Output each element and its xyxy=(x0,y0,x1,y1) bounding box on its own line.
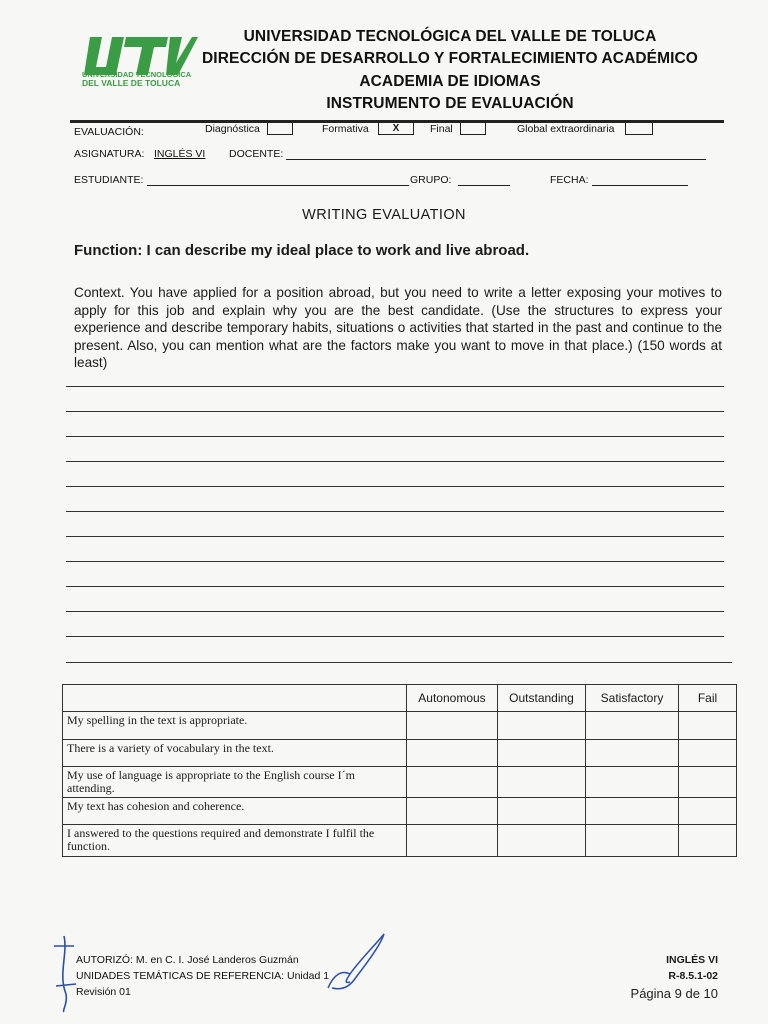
footer-autorizo: AUTORIZÓ: M. en C. I. José Landeros Guzmán xyxy=(76,954,299,966)
rubric-criterion: My text has cohesion and coherence. xyxy=(63,798,407,825)
rubric-cell[interactable] xyxy=(679,767,737,798)
signature-icon xyxy=(320,930,392,994)
page-title: WRITING EVALUATION xyxy=(302,207,466,223)
writing-line[interactable] xyxy=(66,411,724,412)
writing-line[interactable] xyxy=(66,561,724,562)
header-university: UNIVERSIDAD TECNOLÓGICA DEL VALLE DE TOLUCA xyxy=(243,28,657,45)
rubric-cell[interactable] xyxy=(407,798,498,825)
writing-line[interactable] xyxy=(66,436,724,437)
estudiante-label: ESTUDIANTE: xyxy=(74,174,144,186)
fecha-field[interactable] xyxy=(592,185,688,186)
rubric-cell[interactable] xyxy=(407,825,498,857)
writing-line[interactable] xyxy=(66,511,724,512)
table-row xyxy=(63,767,737,798)
logo-wordmark: UTVT xyxy=(80,35,83,36)
footer-course: INGLÉS VI xyxy=(666,954,718,966)
rubric-cell[interactable] xyxy=(586,825,679,857)
formativa-label: Formativa xyxy=(322,123,369,135)
rubric-criterion: I answered to the questions required and demonstrate I fulfil the function. xyxy=(63,825,407,857)
rubric-cell[interactable] xyxy=(407,712,498,740)
rubric-cell[interactable] xyxy=(586,740,679,767)
rubric-header-row xyxy=(63,685,737,712)
footer-code: R-8.5.1-02 xyxy=(668,970,718,982)
final-label: Final xyxy=(430,123,453,135)
writing-line[interactable] xyxy=(66,386,724,387)
footer-left xyxy=(76,952,329,1000)
diagnostica-checkbox[interactable] xyxy=(267,122,293,135)
rubric-cell[interactable] xyxy=(586,798,679,825)
asignatura-label: ASIGNATURA: xyxy=(74,148,145,160)
grupo-field[interactable] xyxy=(458,185,510,186)
table-row xyxy=(63,712,737,740)
evaluacion-label: EVALUACIÓN: xyxy=(74,126,144,138)
rubric-cell[interactable] xyxy=(586,712,679,740)
writing-line[interactable] xyxy=(66,486,724,487)
rubric-header-outstanding: Outstanding xyxy=(498,685,586,712)
rubric-header-fail: Fail xyxy=(679,685,737,712)
rubric-cell[interactable] xyxy=(498,825,586,857)
docente-field[interactable] xyxy=(286,159,706,160)
writing-line[interactable] xyxy=(66,611,724,612)
final-checkbox[interactable] xyxy=(460,122,486,135)
rubric-cell[interactable] xyxy=(679,740,737,767)
writing-line[interactable] xyxy=(66,662,732,663)
rubric-cell[interactable] xyxy=(679,825,737,857)
rubric-criteria-header xyxy=(63,685,407,712)
rubric-criterion: My spelling in the text is appropriate. xyxy=(63,712,407,740)
writing-line[interactable] xyxy=(66,586,724,587)
logo-subtitle-line2: DEL VALLE DE TOLUCA xyxy=(82,78,181,88)
formativa-checkbox[interactable]: X xyxy=(378,122,414,135)
rubric-cell[interactable] xyxy=(498,740,586,767)
global-label: Global extraordinaria xyxy=(517,123,615,135)
footer-unidades: UNIDADES TEMÁTICAS DE REFERENCIA: Unidad 1 xyxy=(76,970,330,982)
logo-subtitle-line1: UNIVERSIDAD TECNOLÓGICA xyxy=(82,70,192,79)
rubric-cell[interactable] xyxy=(498,712,586,740)
grupo-label: GRUPO: xyxy=(410,174,452,186)
function-statement: Function: I can describe my ideal place to work and live abroad. xyxy=(74,242,530,259)
rubric-cell[interactable] xyxy=(407,740,498,767)
logo-subtitle xyxy=(82,70,202,88)
table-row xyxy=(63,825,737,857)
footer-right xyxy=(666,952,718,984)
rubric-cell[interactable] xyxy=(498,798,586,825)
writing-line[interactable] xyxy=(66,461,724,462)
rubric-cell[interactable] xyxy=(679,712,737,740)
writing-line[interactable] xyxy=(66,536,724,537)
rubric-criterion: My use of language is appropriate to the English course I´m attending. xyxy=(63,767,407,798)
rubric-cell[interactable] xyxy=(407,767,498,798)
rubric-cell[interactable] xyxy=(498,767,586,798)
writing-line[interactable] xyxy=(66,636,724,637)
footer-revision: Revisión 01 xyxy=(76,986,131,998)
table-row xyxy=(63,798,737,825)
header-direction: DIRECCIÓN DE DESARROLLO Y FORTALECIMIENTO ACADÉMICO xyxy=(202,50,698,67)
fecha-label: FECHA: xyxy=(550,174,589,186)
rubric-cell[interactable] xyxy=(679,798,737,825)
docente-label: DOCENTE: xyxy=(229,148,284,160)
rubric-header-autonomous: Autonomous xyxy=(407,685,498,712)
estudiante-field[interactable] xyxy=(147,185,409,186)
rubric-cell[interactable] xyxy=(586,767,679,798)
asignatura-value: INGLÉS VI xyxy=(154,148,206,160)
rubric-header-satisfactory: Satisfactory xyxy=(586,685,679,712)
header-academy: ACADEMIA DE IDIOMAS xyxy=(359,73,541,90)
diagnostica-label: Diagnóstica xyxy=(205,123,260,135)
header-instrument: INSTRUMENTO DE EVALUACIÓN xyxy=(326,95,574,112)
rubric-table xyxy=(62,684,737,857)
table-row xyxy=(63,740,737,767)
page-number: Página 9 de 10 xyxy=(630,986,718,1001)
context-paragraph: Context. You have applied for a position abroad, but you need to write a letter exposing your motives to apply for this job and explain why you are the best candidate. (Use the structures to express your experience and describe temporary habits, situations o activities that started in the past and continue to the present. Also, you can mention what are the factors make you want to move in that place.) (150 words at least) xyxy=(74,285,722,371)
global-checkbox[interactable] xyxy=(625,122,653,135)
rubric-criterion: There is a variety of vocabulary in the text. xyxy=(63,740,407,767)
